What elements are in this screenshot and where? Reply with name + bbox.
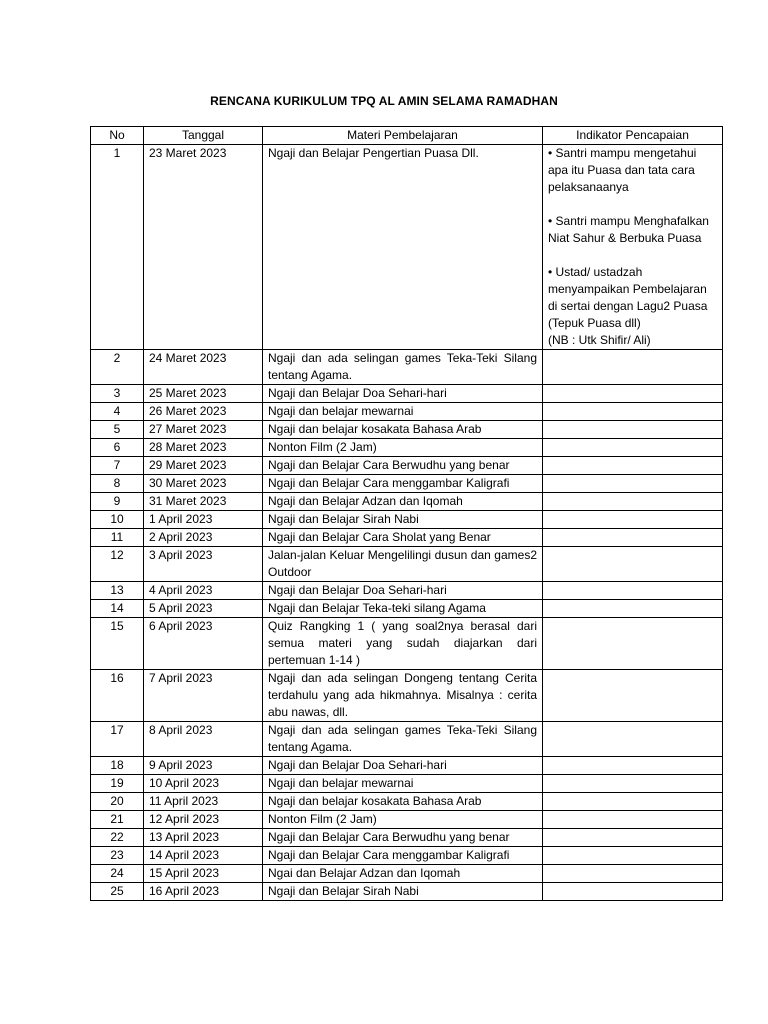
cell-date: 30 Maret 2023 bbox=[144, 475, 263, 493]
table-row bbox=[91, 385, 723, 403]
cell-date: 1 April 2023 bbox=[144, 511, 263, 529]
cell-indikator bbox=[543, 670, 723, 722]
cell-date: 11 April 2023 bbox=[144, 793, 263, 811]
cell-date: 3 April 2023 bbox=[144, 547, 263, 582]
cell-indikator bbox=[543, 865, 723, 883]
table-row bbox=[91, 511, 723, 529]
table-row bbox=[91, 757, 723, 775]
cell-date: 7 April 2023 bbox=[144, 670, 263, 722]
cell-materi: Ngaji dan belajar kosakata Bahasa Arab bbox=[263, 793, 543, 811]
cell-date: 2 April 2023 bbox=[144, 529, 263, 547]
cell-no: 17 bbox=[91, 722, 144, 757]
cell-no: 11 bbox=[91, 529, 144, 547]
cell-indikator bbox=[543, 793, 723, 811]
indikator-item: • Santri mampu Menghafalkan Niat Sahur & Berbuka Puasa bbox=[548, 214, 709, 245]
table-row bbox=[91, 145, 723, 350]
cell-no: 22 bbox=[91, 829, 144, 847]
table-row bbox=[91, 722, 723, 757]
cell-indikator bbox=[543, 421, 723, 439]
cell-indikator bbox=[543, 385, 723, 403]
header-indikator: Indikator Pencapaian bbox=[543, 127, 723, 145]
table-row bbox=[91, 547, 723, 582]
indikator-spacer bbox=[548, 196, 717, 213]
cell-materi: Ngaji dan ada selingan Dongeng tentang Cerita terdahulu yang ada hikmahnya. Misalnya : cerita abu nawas, dll. bbox=[263, 670, 543, 722]
cell-no: 8 bbox=[91, 475, 144, 493]
cell-no: 4 bbox=[91, 403, 144, 421]
cell-date: 26 Maret 2023 bbox=[144, 403, 263, 421]
cell-materi: Ngaji dan belajar mewarnai bbox=[263, 775, 543, 793]
header-date: Tanggal bbox=[144, 127, 263, 145]
cell-indikator bbox=[543, 145, 723, 350]
cell-materi: Ngaji dan belajar mewarnai bbox=[263, 403, 543, 421]
cell-no: 20 bbox=[91, 793, 144, 811]
indikator-spacer bbox=[548, 247, 717, 264]
table-row bbox=[91, 439, 723, 457]
cell-no: 6 bbox=[91, 439, 144, 457]
cell-no: 14 bbox=[91, 600, 144, 618]
cell-date: 23 Maret 2023 bbox=[144, 145, 263, 350]
cell-no: 3 bbox=[91, 385, 144, 403]
cell-no: 1 bbox=[91, 145, 144, 350]
table-row bbox=[91, 670, 723, 722]
cell-materi: Nonton Film (2 Jam) bbox=[263, 439, 543, 457]
cell-materi: Ngaji dan Belajar Cara menggambar Kaligrafi bbox=[263, 475, 543, 493]
cell-no: 25 bbox=[91, 883, 144, 901]
cell-materi: Ngaji dan ada selingan games Teka-Teki Silang tentang Agama. bbox=[263, 722, 543, 757]
cell-no: 18 bbox=[91, 757, 144, 775]
cell-indikator bbox=[543, 457, 723, 475]
cell-indikator bbox=[543, 511, 723, 529]
table-row bbox=[91, 811, 723, 829]
cell-date: 31 Maret 2023 bbox=[144, 493, 263, 511]
table-row bbox=[91, 350, 723, 385]
cell-indikator bbox=[543, 847, 723, 865]
table-row bbox=[91, 883, 723, 901]
cell-date: 6 April 2023 bbox=[144, 618, 263, 670]
table-row bbox=[91, 829, 723, 847]
cell-date: 5 April 2023 bbox=[144, 600, 263, 618]
table-row bbox=[91, 529, 723, 547]
cell-date: 16 April 2023 bbox=[144, 883, 263, 901]
header-no: No bbox=[91, 127, 144, 145]
header-materi: Materi Pembelajaran bbox=[263, 127, 543, 145]
cell-date: 15 April 2023 bbox=[144, 865, 263, 883]
table-row bbox=[91, 475, 723, 493]
cell-date: 28 Maret 2023 bbox=[144, 439, 263, 457]
table-row bbox=[91, 582, 723, 600]
table-row bbox=[91, 421, 723, 439]
table-row bbox=[91, 457, 723, 475]
cell-date: 25 Maret 2023 bbox=[144, 385, 263, 403]
cell-indikator bbox=[543, 775, 723, 793]
table-row bbox=[91, 775, 723, 793]
cell-no: 19 bbox=[91, 775, 144, 793]
cell-indikator bbox=[543, 883, 723, 901]
table-body bbox=[91, 145, 723, 901]
cell-materi: Ngaji dan Belajar Cara menggambar Kaligrafi bbox=[263, 847, 543, 865]
cell-date: 9 April 2023 bbox=[144, 757, 263, 775]
table-row bbox=[91, 600, 723, 618]
cell-indikator bbox=[543, 618, 723, 670]
cell-indikator bbox=[543, 350, 723, 385]
cell-date: 8 April 2023 bbox=[144, 722, 263, 757]
cell-indikator bbox=[543, 582, 723, 600]
cell-date: 29 Maret 2023 bbox=[144, 457, 263, 475]
cell-no: 13 bbox=[91, 582, 144, 600]
cell-no: 23 bbox=[91, 847, 144, 865]
indikator-item: • Ustad/ ustadzah menyampaikan Pembelajaran di sertai dengan Lagu2 Puasa (Tepuk Puasa dll) bbox=[548, 265, 708, 330]
cell-date: 27 Maret 2023 bbox=[144, 421, 263, 439]
table-row bbox=[91, 865, 723, 883]
cell-date: 24 Maret 2023 bbox=[144, 350, 263, 385]
cell-materi: Ngaji dan Belajar Adzan dan Iqomah bbox=[263, 493, 543, 511]
cell-no: 21 bbox=[91, 811, 144, 829]
cell-materi: Ngaji dan Belajar Cara Sholat yang Benar bbox=[263, 529, 543, 547]
cell-materi: Ngaji dan Belajar Sirah Nabi bbox=[263, 883, 543, 901]
cell-no: 24 bbox=[91, 865, 144, 883]
table-row bbox=[91, 793, 723, 811]
cell-no: 16 bbox=[91, 670, 144, 722]
cell-materi: Ngaji dan Belajar Pengertian Puasa Dll. bbox=[263, 145, 543, 350]
cell-materi: Quiz Rangking 1 ( yang soal2nya berasal dari semua materi yang sudah diajarkan dari pertemuan 1-14 ) bbox=[263, 618, 543, 670]
curriculum-table bbox=[90, 126, 723, 901]
cell-materi: Ngaji dan ada selingan games Teka-Teki Silang tentang Agama. bbox=[263, 350, 543, 385]
cell-indikator bbox=[543, 829, 723, 847]
table-row bbox=[91, 493, 723, 511]
cell-materi: Ngaji dan Belajar Sirah Nabi bbox=[263, 511, 543, 529]
cell-materi: Ngaji dan Belajar Doa Sehari-hari bbox=[263, 757, 543, 775]
table-row bbox=[91, 403, 723, 421]
cell-materi: Ngai dan Belajar Adzan dan Iqomah bbox=[263, 865, 543, 883]
cell-no: 5 bbox=[91, 421, 144, 439]
cell-date: 14 April 2023 bbox=[144, 847, 263, 865]
cell-date: 12 April 2023 bbox=[144, 811, 263, 829]
cell-indikator bbox=[543, 403, 723, 421]
cell-materi: Nonton Film (2 Jam) bbox=[263, 811, 543, 829]
cell-no: 7 bbox=[91, 457, 144, 475]
cell-indikator bbox=[543, 439, 723, 457]
document-title: RENCANA KURIKULUM TPQ AL AMIN SELAMA RAMADHAN bbox=[210, 94, 558, 108]
cell-date: 13 April 2023 bbox=[144, 829, 263, 847]
cell-indikator bbox=[543, 811, 723, 829]
cell-no: 2 bbox=[91, 350, 144, 385]
cell-materi: Ngaji dan Belajar Doa Sehari-hari bbox=[263, 385, 543, 403]
table-header-row bbox=[91, 127, 723, 145]
cell-materi: Jalan-jalan Keluar Mengelilingi dusun dan games2 Outdoor bbox=[263, 547, 543, 582]
cell-no: 10 bbox=[91, 511, 144, 529]
cell-indikator bbox=[543, 493, 723, 511]
cell-indikator bbox=[543, 757, 723, 775]
cell-indikator bbox=[543, 600, 723, 618]
cell-materi: Ngaji dan Belajar Doa Sehari-hari bbox=[263, 582, 543, 600]
cell-no: 9 bbox=[91, 493, 144, 511]
table-row bbox=[91, 618, 723, 670]
cell-indikator bbox=[543, 475, 723, 493]
cell-materi: Ngaji dan Belajar Cara Berwudhu yang benar bbox=[263, 457, 543, 475]
indikator-item: • Santri mampu mengetahui apa itu Puasa dan tata cara pelaksanaanya bbox=[548, 146, 697, 194]
cell-materi: Ngaji dan Belajar Cara Berwudhu yang benar bbox=[263, 829, 543, 847]
cell-date: 4 April 2023 bbox=[144, 582, 263, 600]
cell-materi: Ngaji dan belajar kosakata Bahasa Arab bbox=[263, 421, 543, 439]
cell-date: 10 April 2023 bbox=[144, 775, 263, 793]
cell-no: 12 bbox=[91, 547, 144, 582]
cell-no: 15 bbox=[91, 618, 144, 670]
cell-indikator bbox=[543, 722, 723, 757]
indikator-item: (NB : Utk Shifir/ Ali) bbox=[548, 333, 651, 347]
cell-indikator bbox=[543, 529, 723, 547]
table-row bbox=[91, 847, 723, 865]
cell-materi: Ngaji dan Belajar Teka-teki silang Agama bbox=[263, 600, 543, 618]
cell-indikator bbox=[543, 547, 723, 582]
